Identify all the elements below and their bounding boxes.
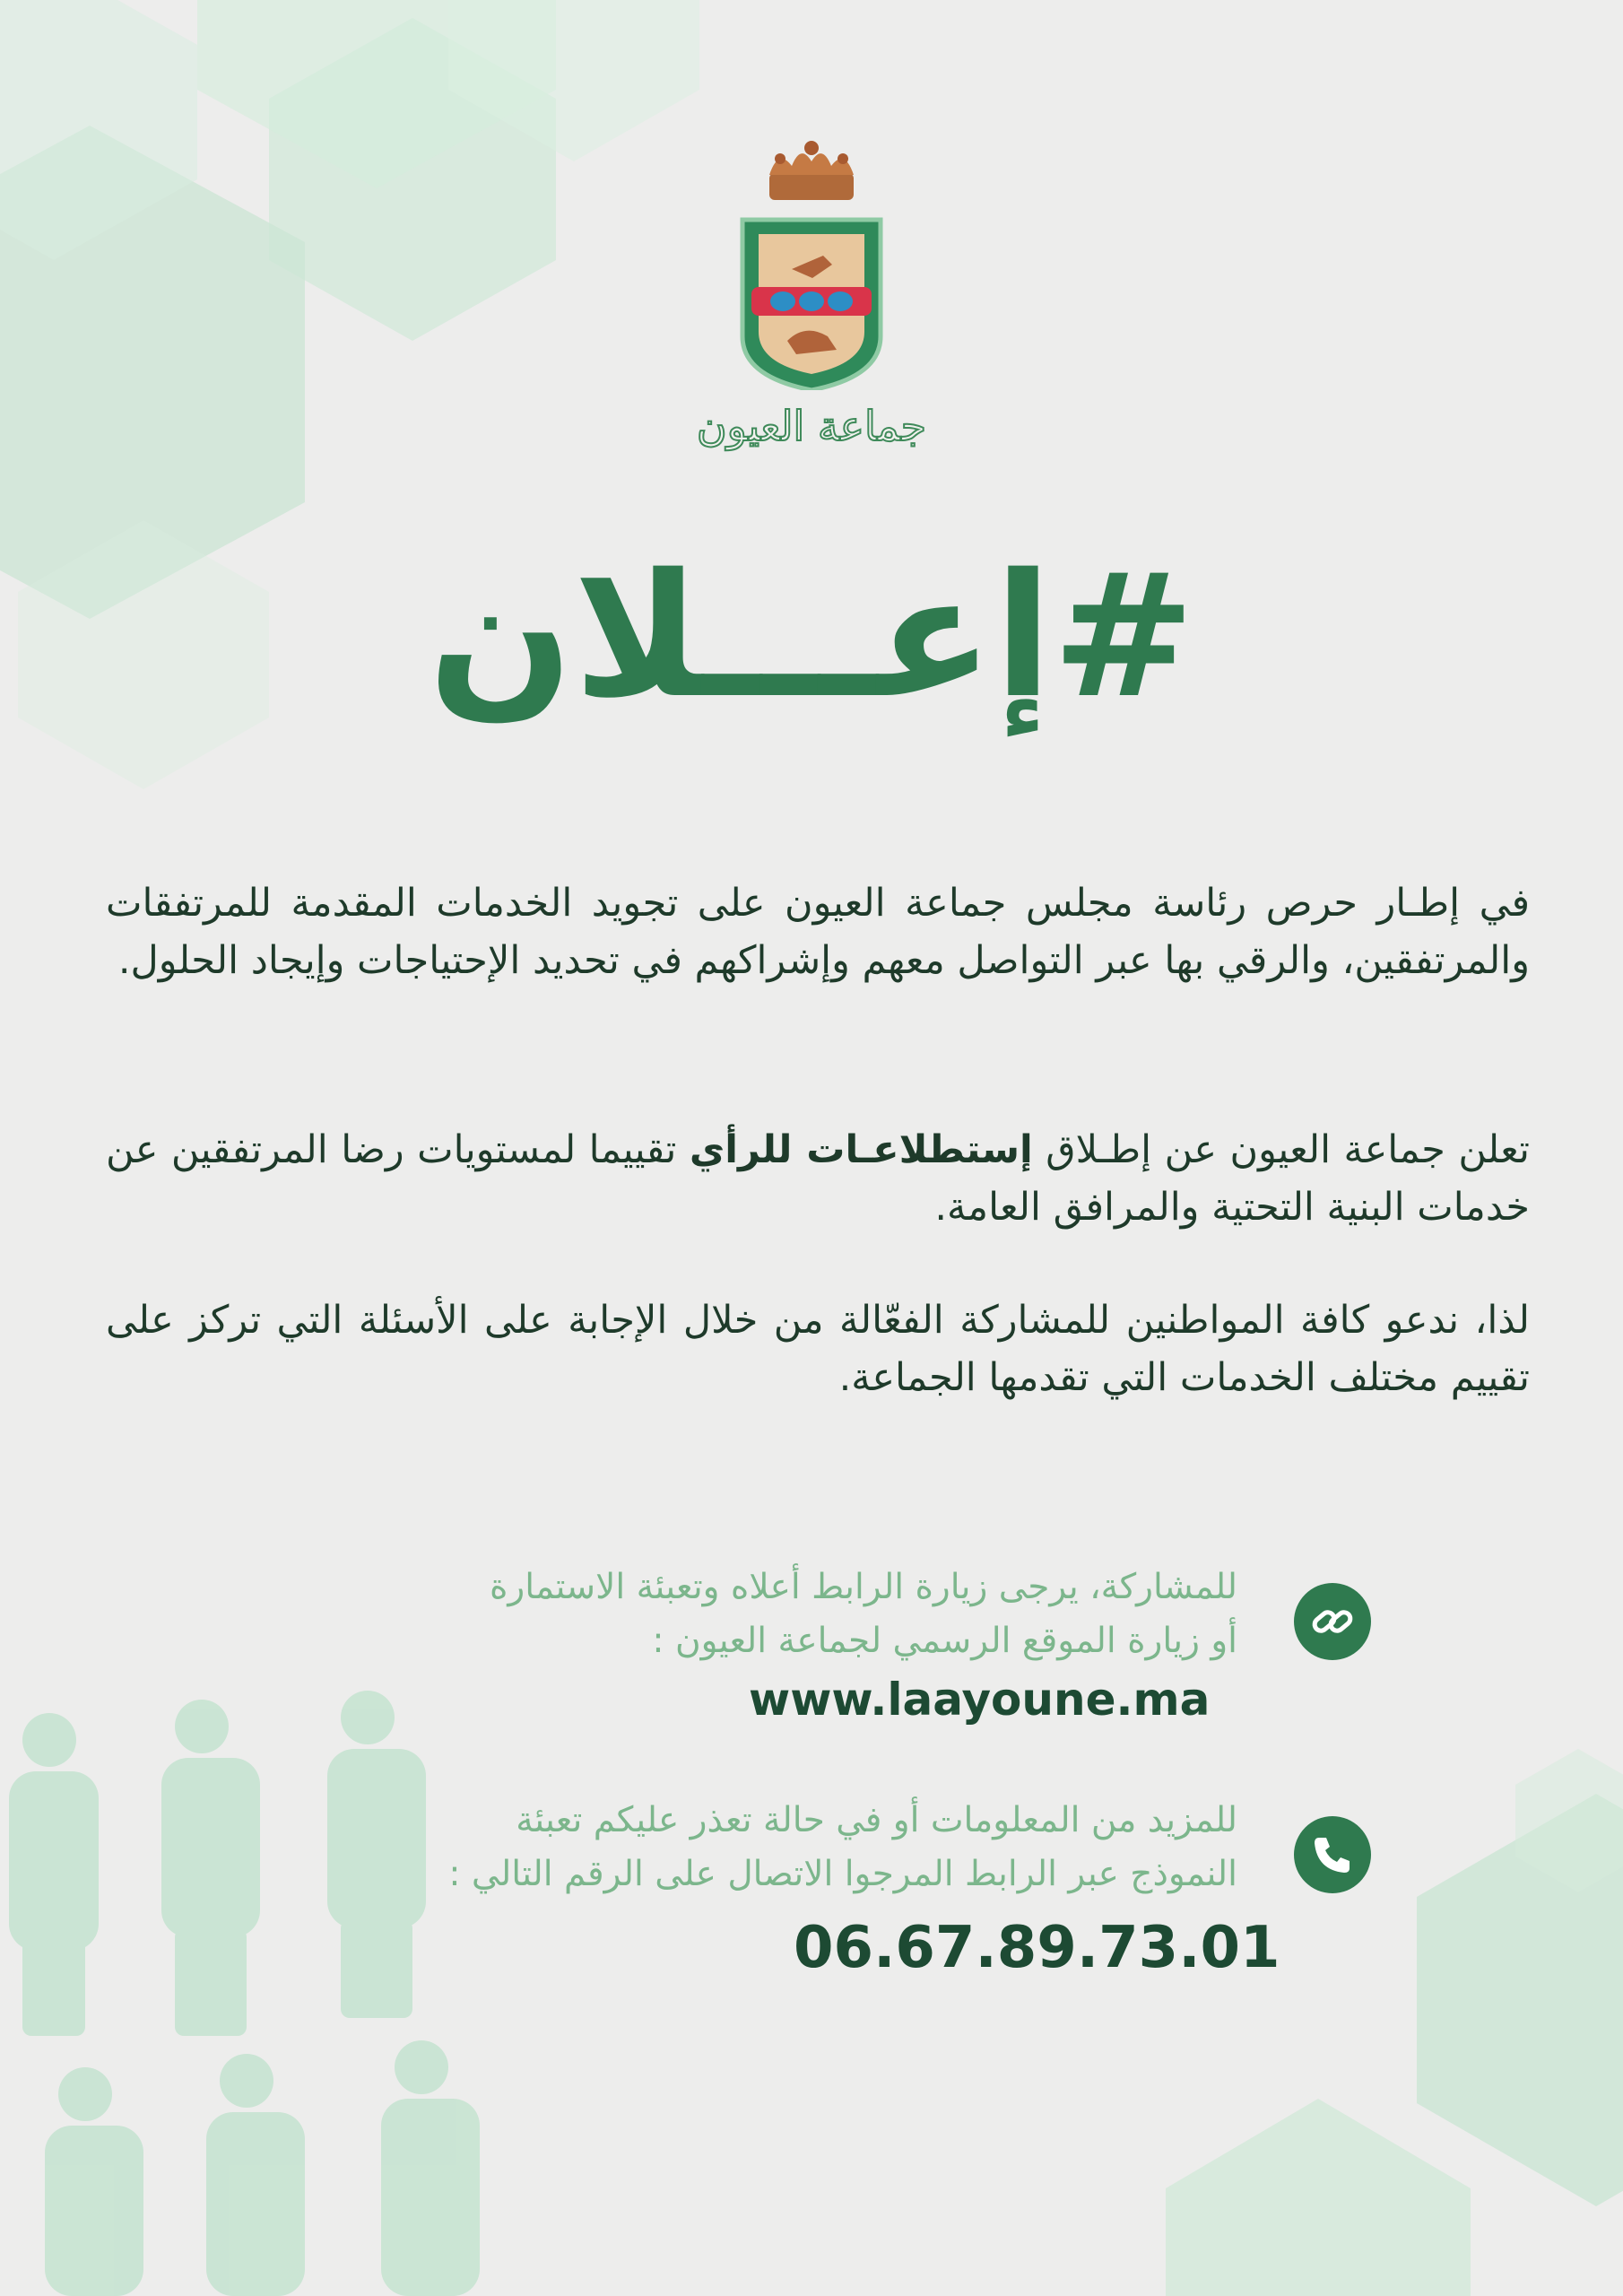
survey-text-end: تقييما لمستويات رضا المرتفقين عن خدمات البنية التحتية والمرافق العامة. (106, 1127, 1530, 1230)
link-icon (1294, 1583, 1371, 1660)
paragraph-survey-launch (106, 1121, 1530, 1236)
org-name: جماعة العيون (696, 402, 927, 450)
people-silhouettes (9, 1691, 480, 2296)
phone-icon (1294, 1816, 1371, 1893)
contact-info (251, 1794, 1237, 1901)
participation-info (251, 1561, 1237, 1668)
announcement-title: #إعـــلان (428, 537, 1195, 735)
contact-line-2: النموذج عبر الرابط المرجوا الاتصال على الرقم التالي : (448, 1854, 1237, 1894)
website-link[interactable]: www.laayoune.ma (749, 1674, 1211, 1726)
crown-icon (769, 141, 854, 200)
participation-line-2: أو زيارة الموقع الرسمي لجماعة العيون : (652, 1621, 1237, 1661)
phone-number[interactable]: 06.67.89.73.01 (794, 1915, 1280, 1981)
laayoune-coat-of-arms-icon (725, 139, 898, 390)
paragraph-intro: في إطـار حرص رئاسة مجلس جماعة العيون على تجويد الخدمات المقدمة للمرتفقات والمرتفقين، والرقي بها عبر التواصل معهم وإشراكهم في تحديد الإحتياجات وإيجاد الحلول. (106, 881, 1530, 983)
participation-line-1: للمشاركة، يرجى زيارة الرابط أعلاه وتعبئة الاستمارة (489, 1567, 1237, 1607)
paragraph-call-to-action: لذا، ندعو كافة المواطنين للمشاركة الفعّالة من خلال الإجابة على الأسئلة التي تركز على تقييم مختلف الخدمات التي تقدمها الجماعة. (106, 1298, 1530, 1400)
contact-line-1: للمزيد من المعلومات أو في حالة تعذر عليكم تعبئة (516, 1800, 1237, 1840)
survey-text-start: تعلن جماعة العيون عن إطـلاق (1032, 1127, 1530, 1172)
survey-highlight: إستطلاعـات للرأي (689, 1127, 1033, 1172)
